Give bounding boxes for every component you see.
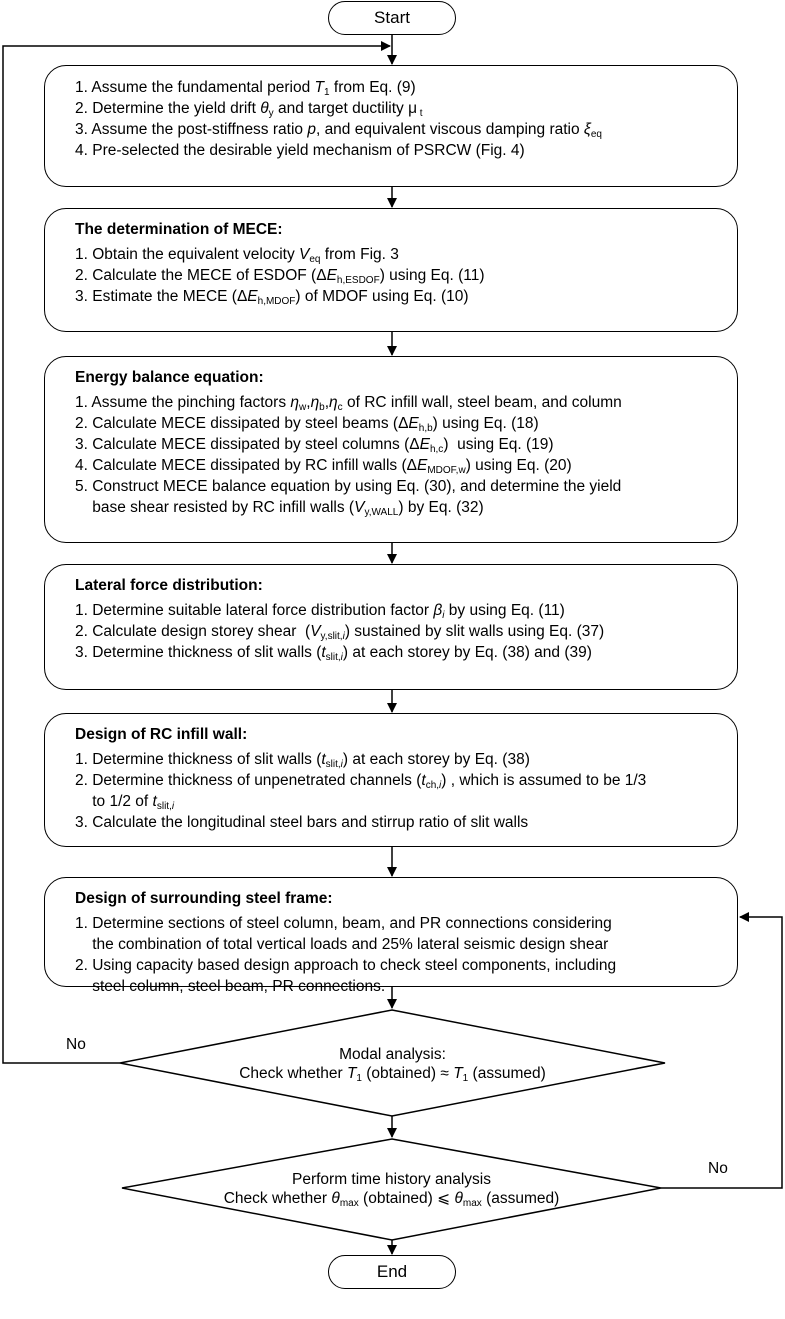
decision2-line2: Check whether $\theta_{max}$ (obtained) ⩽ $\theta_{max}$ (assumed) <box>223 1190 560 1209</box>
infill-title: Design of RC infill wall: <box>75 726 248 743</box>
frame-title: Design of surrounding steel frame: <box>75 890 333 907</box>
energy-item-4: 4. Calculate MECE dissipated by RC infill walls $(\Delta E_{MDOF,w})$ using Eq. (20) <box>75 457 572 476</box>
energy-title: Energy balance equation: <box>75 369 264 386</box>
frame-item-1: 1. Determine sections of steel column, beam, and PR connections considering the combination of total vertical loads and 25% lateral seismic design shear <box>75 915 612 953</box>
decision1-text <box>120 1045 665 1083</box>
end-terminal <box>328 1255 456 1289</box>
start-label: Start <box>374 8 410 27</box>
lateral-item-3: 3. Determine thickness of slit walls $(t_{slit,i})$ at each storey by Eq. (38) and (39) <box>75 644 592 663</box>
step1-item-4: 4. Pre-selected the desirable yield mechanism of PSRCW (Fig. 4) <box>75 142 525 159</box>
step-energy-balance <box>44 356 738 543</box>
decision1-line1: Modal analysis: <box>339 1046 446 1063</box>
frame-item-2: 2. Using capacity based design approach to check steel components, including steel column, steel beam, PR connections. <box>75 957 617 995</box>
lateral-item-2: 2. Calculate design storey shear $(V_{y,slit,i})$ sustained by slit walls using Eq. (37) <box>75 623 605 642</box>
no-label-decision2: No <box>708 1160 728 1177</box>
mece-item-3: 3. Estimate the MECE $(\Delta E_{h,MDOF})$ of MDOF using Eq. (10) <box>75 288 469 307</box>
energy-item-5: 5. Construct MECE balance equation by using Eq. (30), and determine the yield base shear resisted by RC infill walls $(V_{y,WALL})$ by Eq. (32) <box>75 478 622 518</box>
energy-item-1: 1. Assume the pinching factors $\eta_w,\eta_b,\eta_c$ of RC infill wall, steel beam, and column <box>75 394 622 413</box>
infill-item-3: 3. Calculate the longitudinal steel bars and stirrup ratio of slit walls <box>75 814 529 831</box>
mece-item-2: 2. Calculate the MECE of ESDOF $(\Delta E_{h,ESDOF})$ using Eq. (11) <box>75 267 485 286</box>
infill-item-1: 1. Determine thickness of slit walls $(t_{slit,i})$ at each storey by Eq. (38) <box>75 751 530 770</box>
decision2-text <box>122 1170 661 1208</box>
step-initial-assumptions <box>44 65 738 187</box>
decision2-line1: Perform time history analysis <box>292 1171 491 1188</box>
end-label: End <box>376 1262 408 1281</box>
energy-item-3: 3. Calculate MECE dissipated by steel columns $(\Delta E_{h,c})$ using Eq. (19) <box>75 436 554 455</box>
no-label-decision1: No <box>66 1036 86 1053</box>
infill-item-2: 2. Determine thickness of unpenetrated channels $(t_{ch,i})$ , which is assumed to be 1/3 to 1/2 of $t_{slit,i}$ <box>75 772 647 812</box>
energy-item-2: 2. Calculate MECE dissipated by steel beams $(\Delta E_{h,b})$ using Eq. (18) <box>75 415 539 434</box>
lateral-title: Lateral force distribution: <box>75 577 263 594</box>
step-lateral-force <box>44 564 738 690</box>
step1-item-1: 1. Assume the fundamental period $T_1$ from Eq. (9) <box>75 79 416 98</box>
step-infill-wall-design <box>44 713 738 847</box>
decision1-line2: Check whether $T_1$ (obtained) ≈ $T_1$ (assumed) <box>239 1065 546 1084</box>
step-steel-frame-design <box>44 877 738 995</box>
lateral-item-1: 1. Determine suitable lateral force distribution factor $\beta_i$ by using Eq. (11) <box>75 602 565 621</box>
mece-item-1: 1. Obtain the equivalent velocity $V_{eq}$ from Fig. 3 <box>75 246 399 265</box>
start-terminal <box>328 1 456 35</box>
step1-item-3: 3. Assume the post-stiffness ratio p, and equivalent viscous damping ratio $\xi_{eq}$ <box>75 121 602 140</box>
step-mece-determination <box>44 208 738 332</box>
step1-item-2: 2. Determine the yield drift $\theta_y$ and target ductility μ $_t$ <box>75 100 423 119</box>
mece-title: The determination of MECE: <box>75 221 283 238</box>
